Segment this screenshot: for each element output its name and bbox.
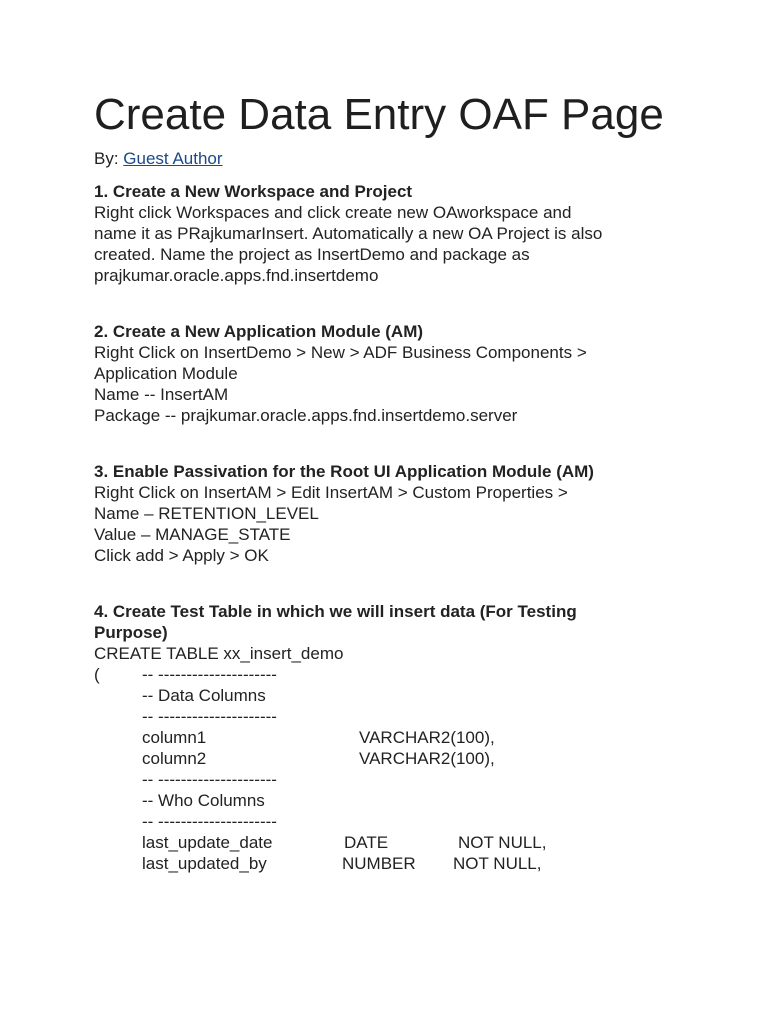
column-type: DATE: [344, 833, 389, 852]
section-test-table: [94, 601, 714, 874]
section-text-line: Right click Workspaces and click create new OAworkspace and: [94, 203, 572, 222]
section-text-line: Click add > Apply > OK: [94, 546, 269, 565]
who-columns-comment: -- Who Columns: [142, 791, 265, 810]
section-text-line: prajkumar.oracle.apps.fnd.insertdemo: [94, 266, 379, 285]
section-heading: 3. Enable Passivation for the Root UI Application Module (AM): [94, 462, 594, 481]
code-row: [94, 727, 714, 748]
author-link[interactable]: Guest Author: [123, 149, 223, 168]
section-passivation: [94, 461, 714, 566]
code-row: [94, 664, 714, 685]
data-columns-comment: -- Data Columns: [142, 686, 266, 705]
separator-comment: -- ---------------------: [142, 707, 277, 726]
section-heading: 1. Create a New Workspace and Project: [94, 182, 413, 201]
code-row: [94, 769, 714, 790]
section-text-line: Name -- InsertAM: [94, 385, 229, 404]
byline-prefix: By:: [94, 149, 124, 168]
code-row: [94, 790, 714, 811]
column-name: last_updated_by: [142, 854, 267, 873]
separator-comment: -- ---------------------: [142, 665, 277, 684]
section-text-line: name it as PRajkumarInsert. Automatically a new OA Project is also: [94, 224, 603, 243]
section-application-module: [94, 321, 714, 426]
code-row: [94, 706, 714, 727]
document-page: [94, 90, 714, 874]
section-heading: 2. Create a New Application Module (AM): [94, 322, 424, 341]
code-row: [94, 748, 714, 769]
section-text-line: Name – RETENTION_LEVEL: [94, 504, 319, 523]
section-text-line: Application Module: [94, 364, 238, 383]
code-row: [94, 811, 714, 832]
section-text-line: Value – MANAGE_STATE: [94, 525, 291, 544]
section-text-line: Right Click on InsertAM > Edit InsertAM > Custom Properties >: [94, 483, 568, 502]
separator-comment: -- ---------------------: [142, 770, 277, 789]
column-type: NUMBER: [342, 854, 416, 873]
create-table-line: CREATE TABLE xx_insert_demo: [94, 644, 344, 663]
code-row: [94, 832, 714, 853]
column-type: VARCHAR2(100),: [359, 728, 495, 747]
section-text-line: Right Click on InsertDemo > New > ADF Business Components >: [94, 343, 587, 362]
column-name: column1: [142, 728, 207, 747]
column-name: last_update_date: [142, 833, 273, 852]
column-constraint: NOT NULL,: [453, 854, 542, 873]
section-workspace: [94, 181, 714, 286]
section-text-line: Package -- prajkumar.oracle.apps.fnd.insertdemo.server: [94, 406, 518, 425]
separator-comment: -- ---------------------: [142, 812, 277, 831]
code-row: [94, 685, 714, 706]
column-name: column2: [142, 749, 207, 768]
open-paren: (: [94, 665, 100, 684]
section-text-line: created. Name the project as InsertDemo and package as: [94, 245, 530, 264]
byline: [94, 148, 714, 169]
code-row: [94, 853, 714, 874]
page-title: Create Data Entry OAF Page: [94, 90, 664, 139]
section-heading: 4. Create Test Table in which we will insert data (For Testing: [94, 602, 577, 621]
section-heading-continued: Purpose): [94, 623, 168, 642]
column-constraint: NOT NULL,: [458, 833, 547, 852]
column-type: VARCHAR2(100),: [359, 749, 495, 768]
